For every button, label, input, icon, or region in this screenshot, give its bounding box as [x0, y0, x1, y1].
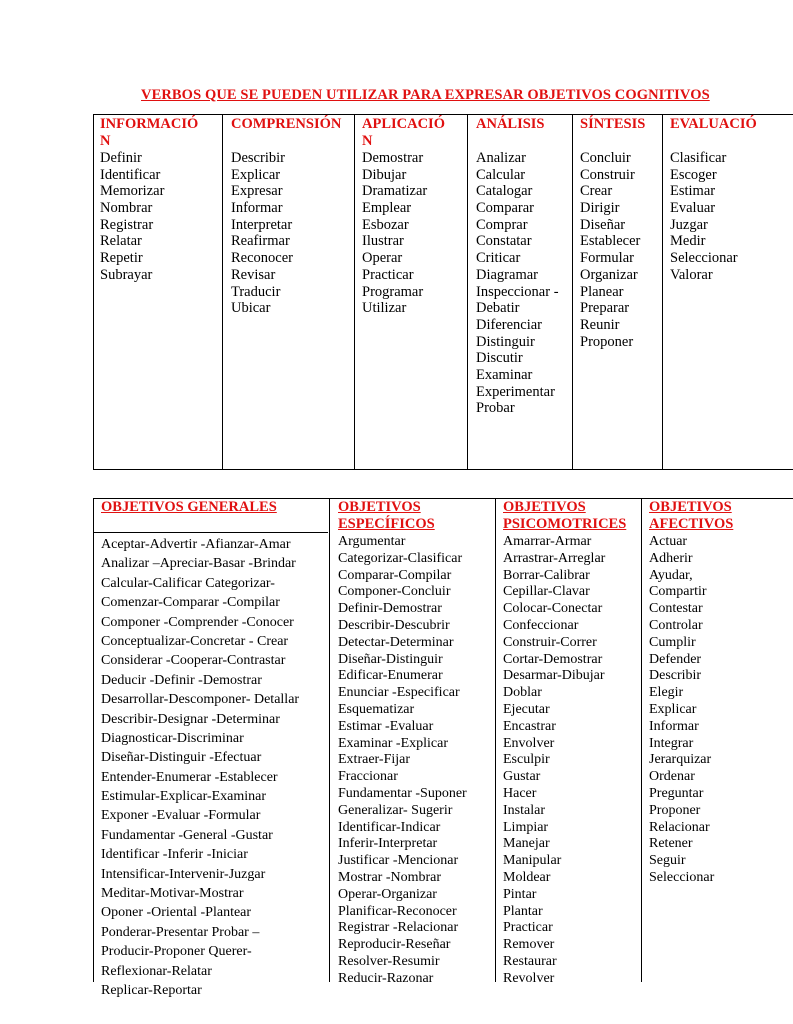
verb-item: Diagnosticar-Discriminar — [101, 730, 244, 746]
verb-item: Revolver — [503, 970, 555, 986]
verb-item: Informar — [231, 200, 283, 217]
verb-item: Argumentar — [338, 534, 406, 549]
verb-item: Juzgar — [670, 216, 708, 233]
verb-item: Identificar — [100, 166, 161, 183]
verb-item: Oponer -Oriental -Plantear — [101, 905, 252, 921]
verb-item: Generalizar- Sugerir — [338, 802, 453, 818]
verb-item: Exponer -Evaluar -Formular — [101, 808, 261, 824]
verb-list-informacion — [100, 150, 164, 284]
verb-item: Componer-Concluir — [338, 584, 451, 600]
verb-item: Intensificar-Intervenir-Juzgar — [101, 866, 266, 882]
column-header-sintesis: SÍNTESIS — [580, 116, 646, 132]
verb-item: Fundamentar -General -Gustar — [101, 827, 273, 843]
document-title: VERBOS QUE SE PUEDEN UTILIZAR PARA EXPRESAR OBJETIVOS COGNITIVOS — [141, 87, 710, 103]
verb-item: Justificar -Mencionar — [338, 853, 459, 869]
verb-item: Emplear — [362, 200, 412, 217]
verb-item: Probar — [476, 400, 515, 417]
verb-item: Limpiar — [503, 819, 549, 835]
verb-item: Ponderar-Presentar Probar – — [101, 924, 260, 940]
verb-item: Pintar — [503, 886, 537, 902]
verb-item: Planear — [580, 283, 624, 300]
verb-item: Proponer — [649, 802, 701, 818]
column-header-objetivos-generales: OBJETIVOS GENERALES — [101, 499, 277, 515]
verb-item: Dramatizar — [362, 183, 428, 200]
verb-item: Jerarquizar — [649, 752, 712, 768]
column-header-evaluacion: EVALUACIÓ — [670, 116, 757, 132]
verb-item: Esbozar — [362, 216, 409, 233]
verb-item: Encastrar — [503, 718, 556, 734]
verb-item: Clasificar — [670, 150, 727, 166]
verb-item: Retener — [649, 836, 693, 852]
verb-item: Doblar — [503, 685, 542, 701]
verb-item: Fundamentar -Suponer — [338, 785, 467, 801]
verb-item: Registrar -Relacionar — [338, 920, 459, 936]
verb-item: Esquematizar — [338, 701, 415, 717]
verb-item: Estimular-Explicar-Examinar — [101, 789, 267, 805]
verb-item: Actuar — [649, 534, 688, 549]
verb-item: Confeccionar — [503, 617, 579, 633]
verb-item: Nombrar — [100, 200, 153, 217]
verb-item: Subrayar — [100, 266, 153, 283]
verb-item: Describir-Descubrir — [338, 617, 450, 633]
verb-item: Definir — [100, 150, 142, 166]
column-header-analisis: ANÁLISIS — [476, 116, 545, 132]
verb-item: Edificar-Enumerar — [338, 668, 443, 684]
verb-item: Describir — [649, 668, 702, 684]
verb-item: Integrar — [649, 735, 694, 751]
verb-item: Comparar — [476, 200, 534, 217]
verb-list-objetivos-generales — [101, 535, 299, 1000]
verb-item: Contestar — [649, 601, 703, 617]
verb-item: Preguntar — [649, 785, 704, 801]
verb-item: Adherir — [649, 550, 693, 566]
verb-item: Comprar — [476, 216, 528, 233]
verb-item: Producir-Proponer Querer- — [101, 944, 252, 960]
verb-item: Fraccionar — [338, 769, 398, 785]
verb-item: Registrar — [100, 216, 154, 233]
verb-item: Examinar — [476, 366, 533, 383]
verb-item: Analizar — [476, 150, 526, 166]
verb-item: Relacionar — [649, 819, 710, 835]
verb-item: Operar-Organizar — [338, 886, 437, 902]
verb-item: Repetir — [100, 250, 143, 267]
verb-item: Comenzar-Comparar -Compilar — [101, 595, 280, 611]
verb-item: Aceptar-Advertir -Afianzar-Amar — [101, 537, 291, 552]
column-header-aplicacion: APLICACIÓ N — [362, 116, 445, 149]
verb-item: Detectar-Determinar — [338, 634, 454, 650]
verb-list-sintesis — [580, 150, 640, 350]
verb-item: Conceptualizar-Concretar - Crear — [101, 633, 289, 649]
verb-item: Experimentar — [476, 383, 555, 400]
verb-item: Hacer — [503, 785, 537, 801]
verb-item: Escoger — [670, 166, 717, 183]
verb-item: Enunciar -Especificar — [338, 685, 460, 701]
objectives-verbs-table — [93, 498, 793, 998]
verb-item: Distinguir — [476, 333, 535, 350]
verb-item: Constatar — [476, 233, 532, 250]
verb-item: Desarrollar-Descomponer- Detallar — [101, 692, 300, 708]
verb-list-objetivos-especificos — [338, 534, 467, 988]
verb-item: Elegir — [649, 685, 684, 701]
verb-item: Restaurar — [503, 953, 557, 969]
verb-list-objetivos-afectivos — [649, 534, 714, 887]
verb-list-comprension — [231, 150, 293, 317]
verb-item: Analizar –Apreciar-Basar -Brindar — [101, 556, 296, 572]
verb-item: Arrastrar-Arreglar — [503, 550, 606, 566]
verb-item: Concluir — [580, 150, 631, 166]
verb-item: Construir-Correr — [503, 634, 597, 650]
verb-item: Cortar-Demostrar — [503, 651, 603, 667]
verb-list-aplicacion — [362, 150, 427, 317]
verb-item: Cepillar-Clavar — [503, 584, 590, 600]
verb-item: Describir — [231, 150, 285, 166]
verb-item: Diseñar-Distinguir — [338, 651, 443, 667]
verb-item: Estimar -Evaluar — [338, 718, 434, 734]
column-header-comprension: COMPRENSIÓN — [231, 116, 342, 132]
verb-item: Practicar — [503, 920, 553, 936]
verb-item: Componer -Comprender -Conocer — [101, 614, 294, 630]
cognitive-verbs-table — [93, 114, 793, 470]
verb-item: Practicar — [362, 266, 414, 283]
verb-item: Reflexionar-Relatar — [101, 963, 212, 979]
verb-item: Considerar -Cooperar-Contrastar — [101, 653, 286, 669]
verb-item: Resolver-Resumir — [338, 953, 440, 969]
verb-item: Establecer — [580, 233, 641, 250]
verb-item: Extraer-Fijar — [338, 752, 411, 768]
column-header-objetivos-especificos: OBJETIVOS ESPECÍFICOS — [338, 499, 435, 532]
verb-item: Reunir — [580, 316, 620, 333]
verb-item: Remover — [503, 937, 555, 953]
verb-item: Amarrar-Armar — [503, 534, 592, 549]
verb-item: Instalar — [503, 802, 545, 818]
verb-item: Compartir — [649, 584, 707, 600]
verb-item: Calcular-Calificar Categorizar- — [101, 575, 275, 591]
verb-item: Reafirmar — [231, 233, 290, 250]
verb-list-evaluacion — [670, 150, 738, 284]
verb-item: Criticar — [476, 250, 521, 267]
verb-item: Estimar — [670, 183, 716, 200]
verb-item: Ejecutar — [503, 701, 550, 717]
verb-item: Deducir -Definir -Demostrar — [101, 672, 262, 688]
verb-item: Ayudar, — [649, 567, 693, 583]
column-header-informacion: INFORMACIÓ N — [100, 116, 199, 149]
verb-item: Definir-Demostrar — [338, 601, 442, 617]
verb-item: Plantar — [503, 903, 543, 919]
verb-item: Discutir — [476, 350, 523, 367]
verb-item: Traducir — [231, 283, 281, 300]
verb-item: Crear — [580, 183, 613, 200]
verb-item: Mostrar -Nombrar — [338, 869, 442, 885]
verb-item: Controlar — [649, 617, 703, 633]
verb-item: Debatir — [476, 300, 520, 317]
verb-item: Construir — [580, 166, 635, 183]
verb-item: Expresar — [231, 183, 283, 200]
verb-item: Medir — [670, 233, 706, 250]
verb-item: Dirigir — [580, 200, 620, 217]
verb-item: Catalogar — [476, 183, 533, 200]
verb-item: Identificar-Indicar — [338, 819, 441, 835]
verb-item: Manipular — [503, 853, 562, 869]
verb-item: Cumplir — [649, 634, 696, 650]
verb-item: Inferir-Interpretar — [338, 836, 438, 852]
verb-item: Colocar-Conectar — [503, 601, 603, 617]
verb-item: Diferenciar — [476, 316, 543, 333]
verb-item: Operar — [362, 250, 403, 267]
verb-item: Esculpir — [503, 752, 550, 768]
verb-item: Calcular — [476, 166, 526, 183]
verb-item: Ubicar — [231, 300, 271, 317]
verb-item: Dibujar — [362, 166, 407, 183]
verb-item: Replicar-Reportar — [101, 982, 202, 998]
verb-item: Diseñar — [580, 216, 626, 233]
verb-list-analisis — [476, 150, 559, 417]
verb-item: Ilustrar — [362, 233, 404, 250]
verb-item: Proponer — [580, 333, 634, 350]
verb-item: Categorizar-Clasificar — [338, 550, 463, 566]
verb-item: Diagramar — [476, 266, 538, 283]
verb-item: Desarmar-Dibujar — [503, 668, 605, 684]
verb-item: Describir-Designar -Determinar — [101, 711, 280, 727]
verb-item: Entender-Enumerar -Establecer — [101, 769, 278, 785]
verb-item: Reducir-Razonar — [338, 970, 434, 986]
verb-item: Seleccionar — [649, 869, 715, 885]
verb-item: Seguir — [649, 853, 686, 869]
verb-item: Diseñar-Distinguir -Efectuar — [101, 750, 262, 766]
verb-item: Reproducir-Reseñar — [338, 937, 451, 953]
verb-item: Interpretar — [231, 216, 293, 233]
verb-item: Relatar — [100, 233, 142, 250]
verb-item: Programar — [362, 283, 424, 300]
verb-item: Organizar — [580, 266, 638, 283]
verb-item: Evaluar — [670, 200, 716, 217]
verb-item: Explicar — [649, 701, 697, 717]
verb-item: Valorar — [670, 266, 713, 283]
verb-item: Examinar -Explicar — [338, 735, 449, 751]
verb-item: Envolver — [503, 735, 555, 751]
verb-item: Reconocer — [231, 250, 293, 267]
verb-item: Defender — [649, 651, 702, 667]
verb-list-objetivos-psicomotrices — [503, 534, 605, 988]
verb-item: Explicar — [231, 166, 281, 183]
verb-item: Seleccionar — [670, 250, 738, 267]
verb-item: Informar — [649, 718, 699, 734]
verb-item: Gustar — [503, 769, 541, 785]
verb-item: Comparar-Compilar — [338, 567, 452, 583]
verb-item: Utilizar — [362, 300, 407, 317]
verb-item: Demostrar — [362, 150, 424, 166]
verb-item: Formular — [580, 250, 634, 267]
verb-item: Identificar -Inferir -Iniciar — [101, 847, 248, 863]
verb-item: Manejar — [503, 836, 550, 852]
verb-item: Memorizar — [100, 183, 165, 200]
verb-item: Planificar-Reconocer — [338, 903, 457, 919]
verb-item: Preparar — [580, 300, 630, 317]
verb-item: Revisar — [231, 266, 276, 283]
column-header-objetivos-psicomotrices: OBJETIVOS PSICOMOTRICES — [503, 499, 627, 532]
verb-item: Ordenar — [649, 769, 695, 785]
column-header-objetivos-afectivos: OBJETIVOS AFECTIVOS — [649, 499, 734, 532]
verb-item: Inspeccionar - — [476, 283, 559, 300]
verb-item: Borrar-Calibrar — [503, 567, 590, 583]
verb-item: Meditar-Motivar-Mostrar — [101, 886, 244, 902]
verb-item: Moldear — [503, 869, 551, 885]
